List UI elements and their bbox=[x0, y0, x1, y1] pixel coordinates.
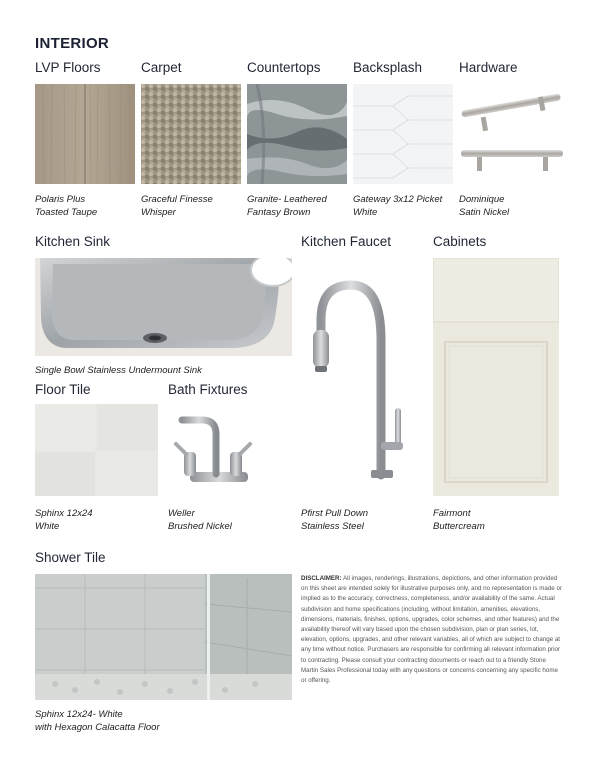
picket-tile-texture bbox=[353, 84, 453, 184]
kitchen-sink-label: Kitchen Sink bbox=[35, 234, 111, 249]
caption-line: Stainless Steel bbox=[301, 521, 364, 532]
hardware-caption bbox=[459, 193, 509, 219]
cabinet-door-image bbox=[433, 258, 559, 496]
backsplash-label: Backsplash bbox=[353, 60, 423, 75]
bath-fixture-image bbox=[168, 412, 263, 492]
caption-line: Granite- Leathered bbox=[247, 194, 327, 205]
caption-line: Weller bbox=[168, 508, 195, 519]
caption-line: Satin Nickel bbox=[459, 207, 510, 218]
lvp-floor-swatch bbox=[35, 84, 135, 184]
caption-line: Graceful Finesse bbox=[141, 194, 213, 205]
shower-tile-texture bbox=[35, 574, 292, 700]
lvp-floors-caption bbox=[35, 193, 97, 219]
caption-line: Fantasy Brown bbox=[247, 207, 311, 218]
floor-tile-swatch bbox=[35, 404, 158, 496]
caption-line: Polaris Plus bbox=[35, 194, 86, 205]
carpet-swatch bbox=[141, 84, 241, 184]
granite-texture bbox=[247, 84, 347, 184]
carpet-caption bbox=[141, 193, 213, 219]
cabinets-label: Cabinets bbox=[433, 234, 487, 249]
carpet-label: Carpet bbox=[141, 60, 182, 75]
hardware-swatch bbox=[459, 90, 564, 180]
shower-tile-caption bbox=[35, 708, 160, 734]
floor-tile-texture bbox=[35, 404, 158, 496]
caption-line: Buttercream bbox=[433, 521, 485, 532]
countertop-swatch bbox=[247, 84, 347, 184]
caption-line: Sphinx 12x24- White bbox=[35, 709, 123, 720]
bar-pull-icon bbox=[459, 90, 564, 180]
disclaimer-heading: DISCLAIMER: bbox=[301, 575, 342, 582]
caption-line: White bbox=[353, 207, 378, 218]
shower-tile-label: Shower Tile bbox=[35, 550, 106, 565]
caption-line: Dominique bbox=[459, 194, 505, 205]
caption-line: with Hexagon Calacatta Floor bbox=[35, 722, 160, 733]
kitchen-sink-caption bbox=[35, 364, 202, 377]
bath-fixtures-label: Bath Fixtures bbox=[168, 382, 248, 397]
disclaimer-text bbox=[301, 574, 563, 686]
caption-line: Gateway 3x12 Picket bbox=[353, 194, 443, 205]
hardware-label: Hardware bbox=[459, 60, 518, 75]
cabinets-caption bbox=[433, 507, 485, 533]
bath-faucet-icon bbox=[168, 412, 263, 492]
caption-line: Single Bowl Stainless Undermount Sink bbox=[35, 365, 202, 376]
caption-line: Brushed Nickel bbox=[168, 521, 232, 532]
lvp-wood-texture bbox=[35, 84, 135, 184]
kitchen-faucet-label: Kitchen Faucet bbox=[301, 234, 392, 249]
cabinet-door-icon bbox=[433, 258, 559, 496]
kitchen-faucet-icon bbox=[301, 270, 429, 495]
floor-tile-caption bbox=[35, 507, 93, 533]
countertops-caption bbox=[247, 193, 327, 219]
bath-fixtures-caption bbox=[168, 507, 232, 533]
caption-line: Pfirst Pull Down bbox=[301, 508, 369, 519]
caption-line: Whisper bbox=[141, 207, 176, 218]
caption-line: Toasted Taupe bbox=[35, 207, 98, 218]
countertops-label: Countertops bbox=[247, 60, 321, 75]
page-title: INTERIOR bbox=[35, 35, 110, 52]
floor-tile-label: Floor Tile bbox=[35, 382, 91, 397]
lvp-floors-label: LVP Floors bbox=[35, 60, 101, 75]
kitchen-sink-image bbox=[35, 258, 292, 356]
carpet-texture bbox=[141, 84, 241, 184]
sink-icon bbox=[35, 258, 292, 356]
disclaimer-body: All images, renderings, illustrations, depictions, and other information provided on this sheet are intended solely for illustrative purposes only, and no representation is made or implied as to the accuracy, correctness, completeness, and/or availability of the same. Actual subdivision and home specifications (including, without limitation, amenities, elevations, dimensions, materials, finishes, options, upgrades, color schemes, and other features) and the availability thereof will vary based upon the chosen subdivision, plan or plan series, lot, elevation, options, upgrades, and other relevant variables, all of which are subject to change at any time without notice. Purchasers are responsible for confirming all relevant information prior to contracting. Please consult your contracting documents or reach out to a friendly Stone Martin Sales Professional today with any questions or concerns concerning any specific home or offering. bbox=[301, 575, 562, 685]
caption-line: White bbox=[35, 521, 60, 532]
kitchen-faucet-image bbox=[301, 270, 429, 495]
backsplash-caption bbox=[353, 193, 442, 219]
backsplash-swatch bbox=[353, 84, 453, 184]
caption-line: Sphinx 12x24 bbox=[35, 508, 93, 519]
shower-tile-image bbox=[35, 574, 292, 700]
kitchen-faucet-caption bbox=[301, 507, 368, 533]
caption-line: Fairmont bbox=[433, 508, 471, 519]
